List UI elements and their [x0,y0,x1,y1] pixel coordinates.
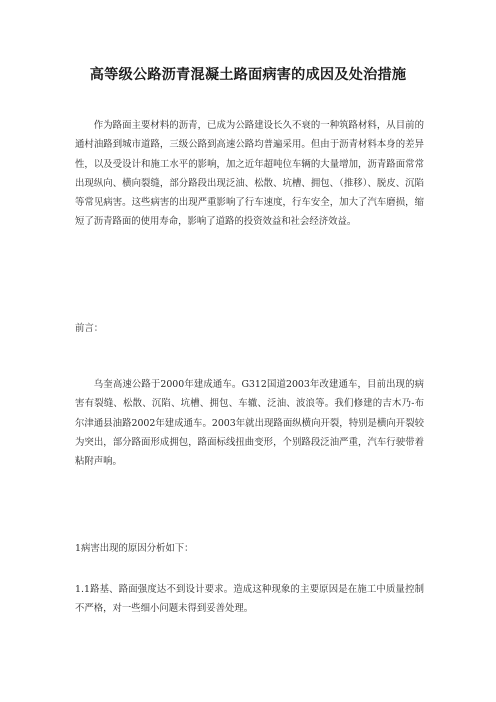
document-title: 高等级公路沥青混凝土路面病害的成因及处治措施 [89,67,407,83]
body-paragraph: 乌奎高速公路于2000年建成通车。G312国道2003年改建通车，目前出现的病害有裂缝、松散、沉陷、坑槽、拥包、车辙、泛油、波浪等。我们修建的吉木乃-布尔津通县油路2002年建成通车。2003年就出现路面纵横向开裂，特别是横向开裂较为突出，部分路面形成拥包，路面标线扭曲变形，个别路段泛油严重，汽车行驶带着粘附声响。 [75,379,424,468]
section-heading: 1病害出现的原因分析如下： [75,543,194,554]
body-paragraph: 作为路面主要材料的沥青，已成为公路建设长久不衰的一种筑路材料，从目前的通村油路到城市道路，三级公路到高速公路均普遍采用。但由于沥青材料本身的差异性，以及受设计和施工水平的影响，加之近年超吨位车辆的大量增加，沥青路面常常出现纵向、横向裂缝，部分路段出现泛油、松散、坑槽、拥包、（推移）、脱皮、沉陷等常见病害。这些病害的出现严重影响了行车速度，行车安全，加大了汽车磨损，缩短了沥青路面的使用寿命，影响了道路的投资效益和社会经济效益。 [75,120,424,228]
subsection-paragraph: 1.1路基、路面强度达不到设计要求。造成这种现象的主要原因是在施工中质量控制不严格，对一些细小问题未得到妥善处理。 [75,584,424,615]
preface-heading: 前言： [75,323,104,334]
